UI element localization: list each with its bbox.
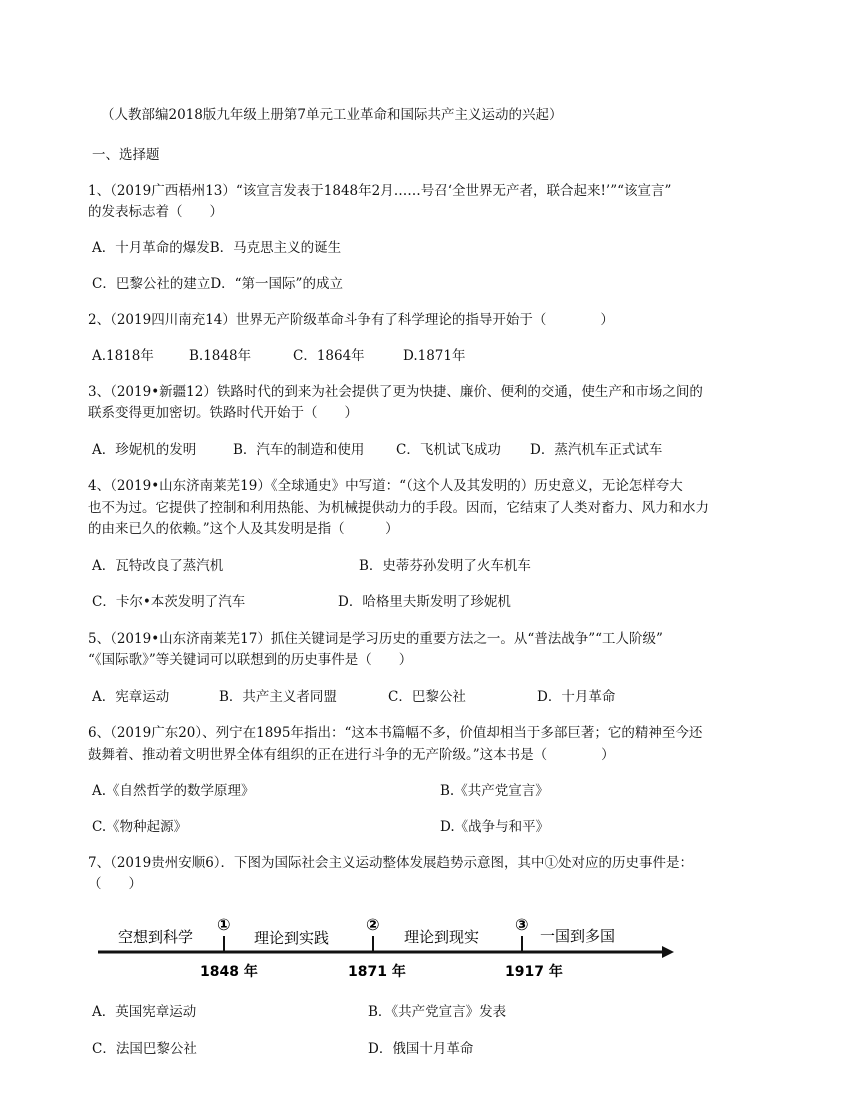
question-5-option-b: B．共产主义者同盟 bbox=[219, 689, 337, 705]
question-3-line-2: 联系变得更加密切。铁路时代开始于（ ） bbox=[88, 405, 358, 421]
question-7-line-1: 7、（2019贵州安顺6）．下图为国际社会主义运动整体发展趋势示意图，其中①处对应的历史事件是： bbox=[88, 855, 694, 871]
question-2-line-1: 2、（2019四川南充14）世界无产阶级革命斗争有了科学理论的指导开始于（ ） bbox=[88, 312, 614, 328]
timeline-year-2: 1871 年 bbox=[348, 964, 406, 980]
section-heading: 一、选择题 bbox=[92, 147, 160, 163]
timeline-marker-2: ② bbox=[366, 915, 380, 934]
question-7-option-a: A．英国宪章运动 bbox=[92, 1004, 197, 1020]
question-5-line-2: “《国际歌》”等关键词可以联想到的历史事件是（ ） bbox=[88, 652, 413, 668]
question-3-option-a: A．珍妮机的发明 bbox=[92, 442, 197, 458]
question-7-line-2: （ ） bbox=[88, 876, 142, 892]
question-4-option-a: A．瓦特改良了蒸汽机 bbox=[92, 558, 224, 574]
question-1-option-ab: A．十月革命的爆发B．马克思主义的诞生 bbox=[92, 240, 342, 256]
question-3-option-c: C．飞机试飞成功 bbox=[396, 442, 501, 458]
question-4-line-3: 的由来已久的依赖。”这个人及其发明是指（ ） bbox=[88, 521, 399, 537]
question-5-option-c: C．巴黎公社 bbox=[388, 689, 466, 705]
timeline-year-1: 1848 年 bbox=[200, 964, 258, 980]
question-1-line-2: 的发表标志着（ ） bbox=[88, 204, 223, 220]
question-4-option-d: D．哈格里夫斯发明了珍妮机 bbox=[338, 594, 511, 610]
question-5-line-1: 5、（2019•山东济南莱芜17）抓住关键词是学习历史的重要方法之一。从“普法战争”“工人阶级” bbox=[88, 631, 663, 647]
stage-label-3: 理论到现实 bbox=[404, 928, 480, 946]
stage-label-2: 理论到实践 bbox=[254, 929, 330, 947]
question-6-option-b: B.《共产党宣言》 bbox=[440, 783, 549, 799]
question-2-option-d: D.1871年 bbox=[403, 348, 466, 364]
question-6-option-c: C.《物种起源》 bbox=[92, 819, 188, 835]
question-5-option-d: D．十月革命 bbox=[537, 689, 616, 705]
question-3-option-b: B．汽车的制造和使用 bbox=[233, 442, 365, 458]
question-2-option-c: C．1864年 bbox=[293, 348, 365, 364]
question-4-option-b: B．史蒂芬孙发明了火车机车 bbox=[359, 558, 531, 574]
question-4-option-c: C．卡尔•本茨发明了汽车 bbox=[92, 594, 246, 610]
timeline-marker-3: ③ bbox=[515, 915, 529, 934]
question-7-option-b: B．《共产党宣言》发表 bbox=[368, 1004, 507, 1020]
question-3-option-d: D．蒸汽机车正式试车 bbox=[530, 442, 663, 458]
question-7-option-d: D．俄国十月革命 bbox=[368, 1041, 474, 1057]
question-6-option-a: A.《自然哲学的数学原理》 bbox=[92, 783, 255, 799]
question-7-option-c: C．法国巴黎公社 bbox=[92, 1041, 197, 1057]
question-6-line-2: 鼓舞着、推动着文明世界全体有组织的正在进行斗争的无产阶级。”这本书是（ ） bbox=[88, 747, 615, 763]
question-2-option-a: A.1818年 bbox=[92, 348, 154, 364]
socialism-timeline-diagram bbox=[96, 912, 676, 984]
question-1-option-cd: C．巴黎公社的建立D．“第一国际”的成立 bbox=[92, 276, 343, 292]
stage-label-4: 一国到多国 bbox=[540, 927, 616, 945]
question-1-line-1: 1、（2019广西梧州13）“该宣言发表于1848年2月……号召‘全世界无产者，联合起来!’”“该宣言” bbox=[88, 183, 672, 199]
question-4-line-2: 也不为过。它提供了控制和利用热能、为机械提供动力的手段。因而，它结束了人类对畜力、风力和水力 bbox=[88, 500, 709, 516]
question-2-option-b: B.1848年 bbox=[189, 348, 252, 364]
timeline-arrowhead bbox=[662, 946, 674, 958]
document-title: （人教部编2018版九年级上册第7单元工业革命和国际共产主义运动的兴起） bbox=[101, 107, 563, 123]
timeline-year-3: 1917 年 bbox=[505, 964, 563, 980]
timeline-marker-1: ① bbox=[217, 915, 231, 934]
question-4-line-1: 4、（2019•山东济南莱芜19）《全球通史》中写道：“（这个人及其发明的）历史意义，无论怎样夸大 bbox=[88, 478, 683, 494]
question-3-line-1: 3、（2019•新疆12）铁路时代的到来为社会提供了更为快捷、廉价、便利的交通，使生产和市场之间的 bbox=[88, 384, 703, 400]
stage-label-1: 空想到科学 bbox=[118, 928, 194, 946]
question-5-option-a: A．宪章运动 bbox=[92, 689, 170, 705]
question-6-line-1: 6、（2019广东20）、列宁在1895年指出：“这本书篇幅不多，价值却相当于多部巨著；它的精神至今还 bbox=[88, 725, 703, 741]
question-6-option-d: D.《战争与和平》 bbox=[440, 819, 550, 835]
